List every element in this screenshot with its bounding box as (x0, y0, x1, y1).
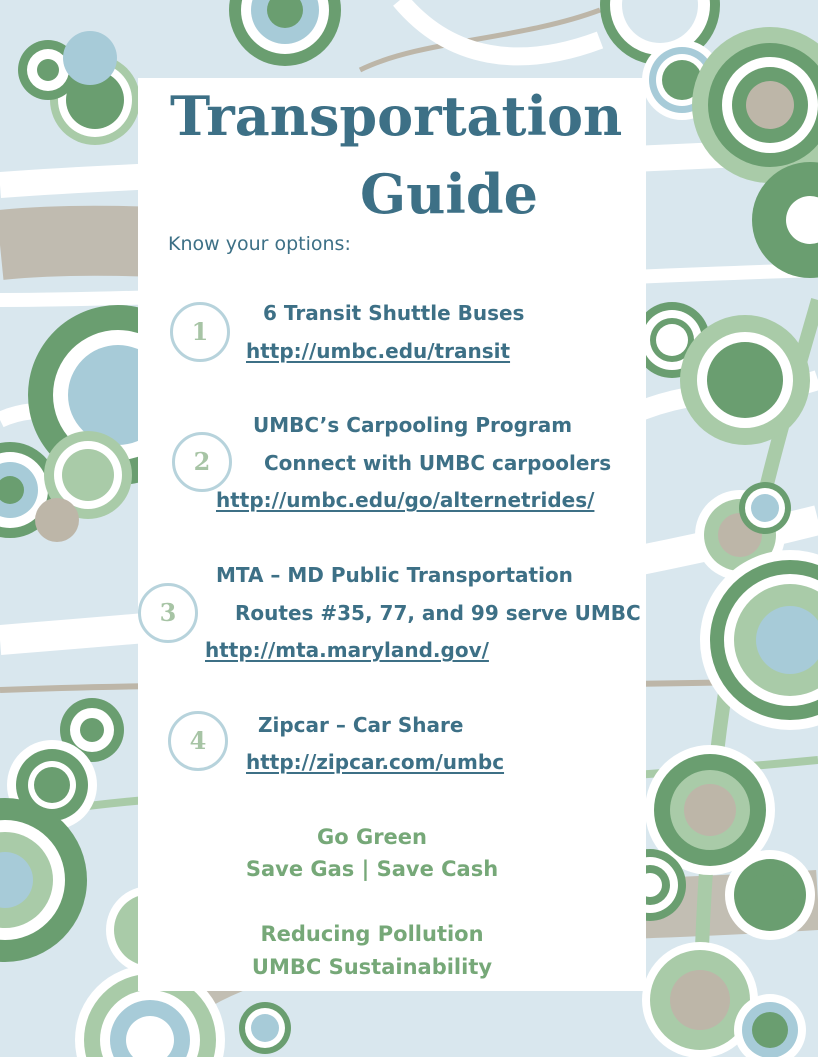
option-4-link[interactable]: http://zipcar.com/umbc (246, 750, 505, 774)
option-3-link[interactable]: http://mta.maryland.gov/ (205, 638, 489, 662)
option-4-line-1: Zipcar – Car Share (258, 713, 464, 737)
option-2-link[interactable]: http://umbc.edu/go/alternetrides/ (216, 488, 595, 512)
slogan-sustainability: UMBC Sustainability (251, 955, 493, 979)
title-line-1: Transportation (170, 84, 623, 148)
option-number-1: 1 (170, 302, 230, 362)
option-1-line-1: 6 Transit Shuttle Buses (263, 301, 525, 325)
slogan-save: Save Gas | Save Cash (245, 857, 499, 881)
option-number-2: 2 (172, 432, 232, 492)
title-line-2: Guide (360, 162, 539, 226)
option-2-line-2: Connect with UMBC carpoolers (264, 451, 612, 475)
option-3-line-2: Routes #35, 77, and 99 serve UMBC (235, 601, 641, 625)
option-number-3: 3 (138, 583, 198, 643)
slogan-pollution: Reducing Pollution (260, 922, 484, 946)
option-2-line-1: UMBC’s Carpooling Program (253, 413, 573, 437)
option-number-4: 4 (168, 711, 228, 771)
option-3-line-1: MTA – MD Public Transportation (216, 563, 573, 587)
slogan-go-green: Go Green (316, 825, 427, 849)
option-1-link[interactable]: http://umbc.edu/transit (246, 339, 511, 363)
intro-text: Know your options: (168, 233, 351, 255)
